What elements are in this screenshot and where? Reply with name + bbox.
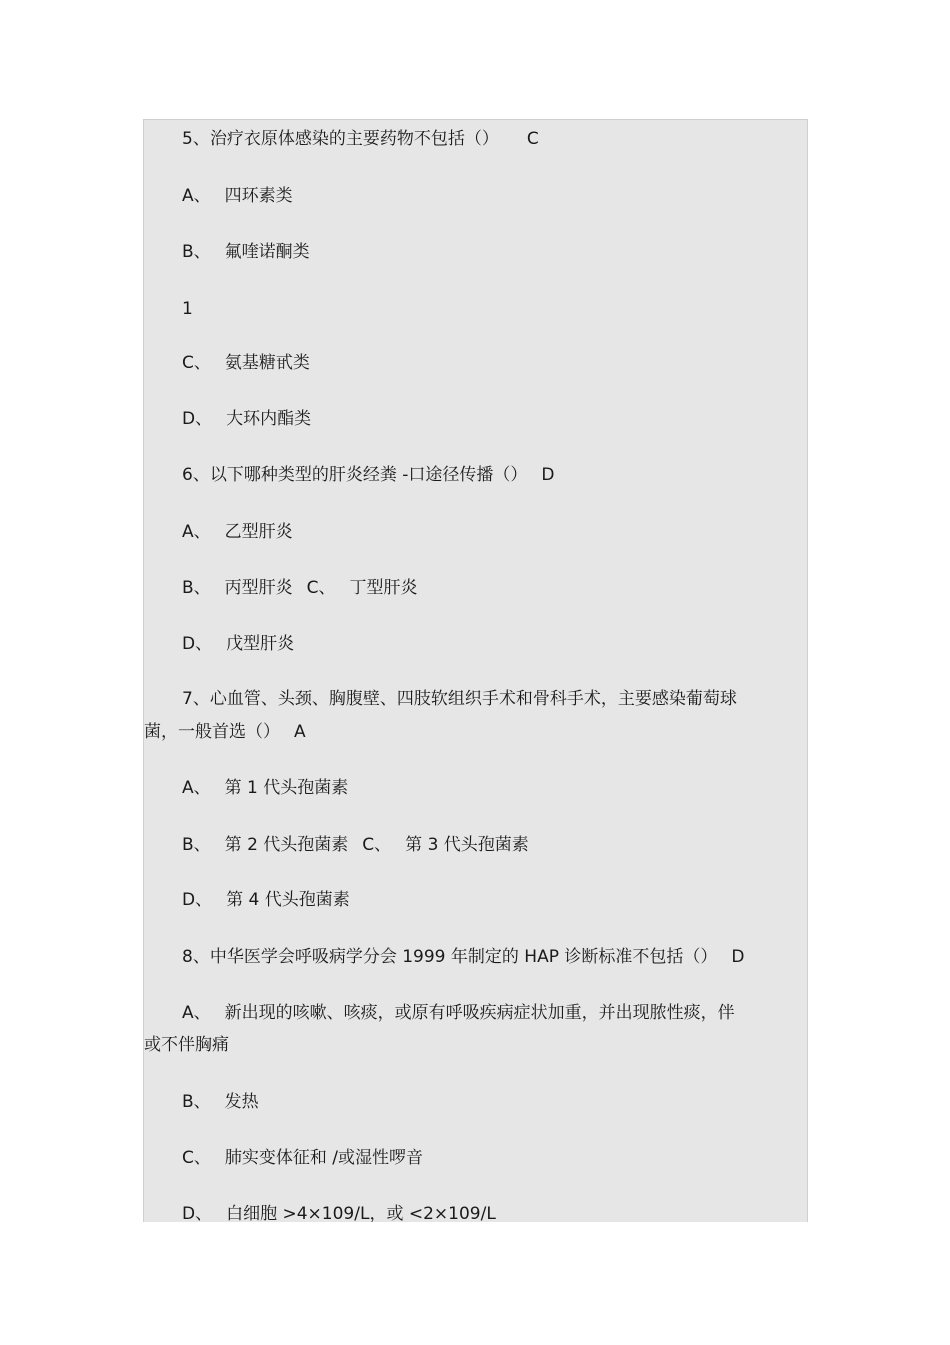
question-stem-text: 菌，一般首选（） — [144, 722, 280, 742]
option-text: 氟喹诺酮类 — [224, 242, 310, 262]
question-7-option-b-c — [182, 834, 529, 856]
option-text: 第 4 代头孢菌素 — [226, 890, 350, 910]
option-text: 丙型肝炎 — [224, 578, 293, 598]
option-label: D、 — [182, 634, 213, 654]
option-label: A、 — [182, 1003, 211, 1023]
question-8-stem — [182, 946, 744, 968]
option-label: C、 — [362, 835, 392, 855]
question-8-option-a-line1 — [182, 1002, 735, 1024]
option-label: B、 — [182, 578, 211, 598]
option-label: B、 — [182, 835, 211, 855]
question-5-stem — [182, 128, 539, 150]
option-text: 四环素类 — [224, 186, 293, 206]
question-8-option-a-line2 — [144, 1034, 229, 1056]
option-label: A、 — [182, 778, 211, 798]
question-7-stem-line2 — [144, 721, 306, 743]
option-text: 发热 — [224, 1092, 259, 1112]
document-page — [143, 119, 808, 1222]
option-label: C、 — [182, 1148, 211, 1168]
option-text: 丁型肝炎 — [349, 578, 418, 598]
question-7-stem-line1 — [182, 688, 737, 710]
option-text: 乙型肝炎 — [224, 522, 293, 542]
option-label: B、 — [182, 1092, 211, 1112]
question-stem-text: 7、心血管、头颈、胸腹壁、四肢软组织手术和骨科手术，主要感染葡萄球 — [182, 689, 737, 709]
question-7-option-d — [182, 889, 350, 911]
question-5-option-d — [182, 408, 311, 430]
option-text: 氨基糖甙类 — [224, 353, 310, 373]
option-label: D、 — [182, 409, 213, 429]
question-stem-text: 8、中华医学会呼吸病学分会 1999 年制定的 HAP 诊断标准不包括（） — [182, 947, 718, 967]
option-text: 戊型肝炎 — [226, 634, 295, 654]
option-text: 新出现的咳嗽、咳痰，或原有呼吸疾病症状加重，并出现脓性痰，伴 — [224, 1003, 735, 1023]
question-5-option-c — [182, 352, 310, 374]
question-6-stem — [182, 464, 554, 486]
question-answer: A — [294, 722, 306, 742]
option-label: C、 — [306, 578, 336, 598]
option-text: 第 3 代头孢菌素 — [405, 835, 529, 855]
question-stem-text: 6、以下哪种类型的肝炎经粪 -口途径传播（） — [182, 465, 528, 485]
question-stem-text: 5、治疗衣原体感染的主要药物不包括（） — [182, 129, 499, 149]
question-8-option-b — [182, 1091, 259, 1113]
option-label: B、 — [182, 242, 211, 262]
question-8-option-d — [182, 1203, 496, 1222]
option-text: 大环内酯类 — [226, 409, 312, 429]
question-6-option-a — [182, 521, 293, 543]
option-text: 白细胞 >4×109/L，或 <2×109/L — [226, 1204, 496, 1222]
question-7-option-a — [182, 777, 348, 799]
option-text: 第 1 代头孢菌素 — [224, 778, 349, 798]
question-6-option-d — [182, 633, 294, 655]
question-5-option-a — [182, 185, 293, 207]
page-number — [182, 298, 193, 320]
option-label: D、 — [182, 890, 213, 910]
page-number-text: 1 — [182, 299, 193, 319]
option-text: 或不伴胸痛 — [144, 1035, 229, 1055]
option-text: 肺实变体征和 /或湿性啰音 — [224, 1148, 424, 1168]
question-5-option-b — [182, 241, 310, 263]
option-label: A、 — [182, 186, 211, 206]
question-8-option-c — [182, 1147, 423, 1169]
option-label: A、 — [182, 522, 211, 542]
question-6-option-b-c — [182, 577, 418, 599]
option-label: D、 — [182, 1204, 213, 1222]
question-answer: D — [731, 947, 745, 967]
option-text: 第 2 代头孢菌素 — [224, 835, 349, 855]
question-answer: C — [526, 129, 539, 149]
question-answer: D — [541, 465, 555, 485]
option-label: C、 — [182, 353, 211, 373]
